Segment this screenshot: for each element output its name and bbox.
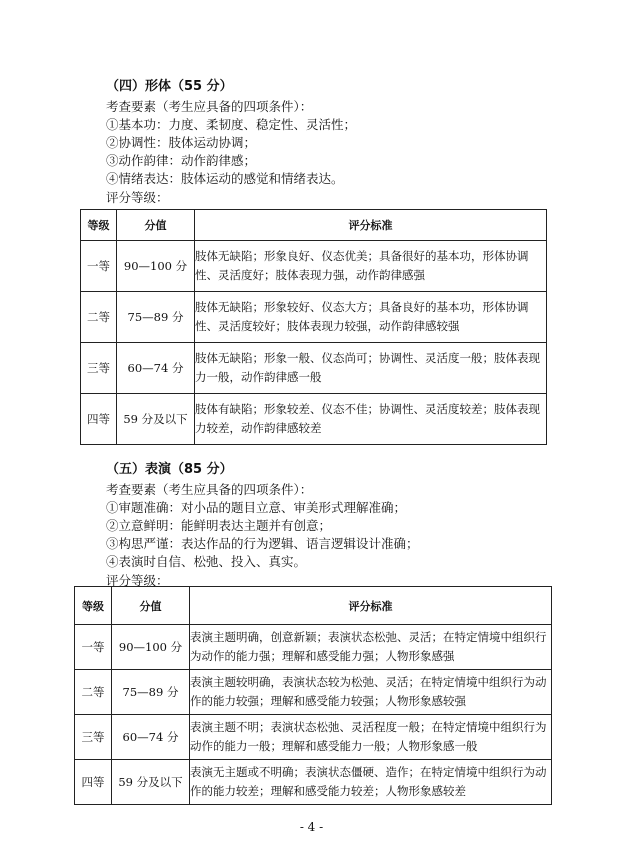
header-level: 等级: [75, 587, 112, 625]
header-score: 分值: [112, 587, 190, 625]
section-performance: [106, 461, 546, 589]
grade-criteria: 肢体无缺陷；形象较好、仪态大方；具备良好的基本功，形体协调性、灵活度较好；肢体表现力较强，动作韵律感较强: [195, 292, 547, 343]
section-physique: [106, 78, 546, 206]
header-criteria: 评分标准: [195, 210, 547, 241]
section-intro: 考查要素（考生应具备的四项条件）：: [106, 99, 313, 114]
grade-score: 60—74 分: [112, 715, 190, 760]
grading-title: 评分等级：: [106, 573, 169, 588]
grade-level: 四等: [81, 394, 117, 445]
grade-criteria: 肢体有缺陷；形象较差、仪态不佳；协调性、灵活度较差；肢体表现力较差，动作韵律感较差: [195, 394, 547, 445]
grade-criteria: 肢体无缺陷；形象一般、仪态尚可；协调性、灵活度一般；肢体表现力一般，动作韵律感一般: [195, 343, 547, 394]
grade-criteria: 表演主题不明；表演状态松弛、灵活程度一般；在特定情境中组织行为动作的能力一般；理解和感受能力一般；人物形象感一般: [190, 715, 552, 760]
requirement-item: ③构思严谨：表达作品的行为逻辑、语言逻辑设计准确；: [106, 536, 419, 551]
grade-criteria: 表演主题明确，创意新颖；表演状态松弛、灵活；在特定情境中组织行为动作的能力强；理解和感受能力强；人物形象感强: [190, 625, 552, 670]
grade-score: 75—89 分: [117, 292, 195, 343]
table-row: [81, 343, 547, 394]
grade-level: 四等: [75, 760, 112, 805]
grade-level: 三等: [81, 343, 117, 394]
requirement-item: ③动作韵律：动作韵律感；: [106, 153, 257, 168]
requirement-item: ①基本功：力度、柔韧度、稳定性、灵活性；: [106, 117, 357, 132]
table-row: [75, 670, 552, 715]
grade-level: 一等: [81, 241, 117, 292]
table-row: [81, 292, 547, 343]
grade-score: 60—74 分: [117, 343, 195, 394]
physique-grading-table: [80, 209, 547, 445]
table-row: [81, 394, 547, 445]
table-row: [75, 715, 552, 760]
grade-level: 三等: [75, 715, 112, 760]
grade-score: 75—89 分: [112, 670, 190, 715]
requirement-item: ④表演时自信、松弛、投入、真实。: [106, 554, 307, 569]
requirement-item: ②协调性：肢体运动协调；: [106, 135, 257, 150]
page-number: - 4 -: [299, 820, 324, 834]
header-level: 等级: [81, 210, 117, 241]
performance-grading-table: [74, 586, 552, 805]
requirement-item: ②立意鲜明：能鲜明表达主题并有创意；: [106, 518, 332, 533]
grade-score: 90—100 分: [112, 625, 190, 670]
grade-score: 59 分及以下: [117, 394, 195, 445]
grade-criteria: 表演无主题或不明确；表演状态僵硬、造作；在特定情境中组织行为动作的能力较差；理解和感受能力较差；人物形象感较差: [190, 760, 552, 805]
requirement-item: ④情绪表达：肢体运动的感觉和情绪表达。: [106, 171, 344, 186]
header-criteria: 评分标准: [190, 587, 552, 625]
grade-level: 一等: [75, 625, 112, 670]
table-header-row: [75, 587, 552, 625]
grading-title: 评分等级：: [106, 190, 169, 205]
grade-level: 二等: [75, 670, 112, 715]
grade-criteria: 肢体无缺陷；形象良好、仪态优美；具备很好的基本功，形体协调性、灵活度好；肢体表现力强，动作韵律感强: [195, 241, 547, 292]
grade-criteria: 表演主题较明确，表演状态较为松弛、灵活；在特定情境中组织行为动作的能力较强；理解和感受能力较强；人物形象感较强: [190, 670, 552, 715]
table-header-row: [81, 210, 547, 241]
table-row: [75, 625, 552, 670]
header-score: 分值: [117, 210, 195, 241]
table-row: [81, 241, 547, 292]
grade-level: 二等: [81, 292, 117, 343]
section-heading: （四）形体（55 分）: [106, 79, 233, 94]
grade-score: 90—100 分: [117, 241, 195, 292]
section-intro: 考查要素（考生应具备的四项条件）：: [106, 482, 313, 497]
section-heading: （五）表演（85 分）: [106, 462, 233, 477]
grade-score: 59 分及以下: [112, 760, 190, 805]
requirement-item: ①审题准确：对小品的题目立意、审美形式理解准确；: [106, 500, 407, 515]
table-row: [75, 760, 552, 805]
